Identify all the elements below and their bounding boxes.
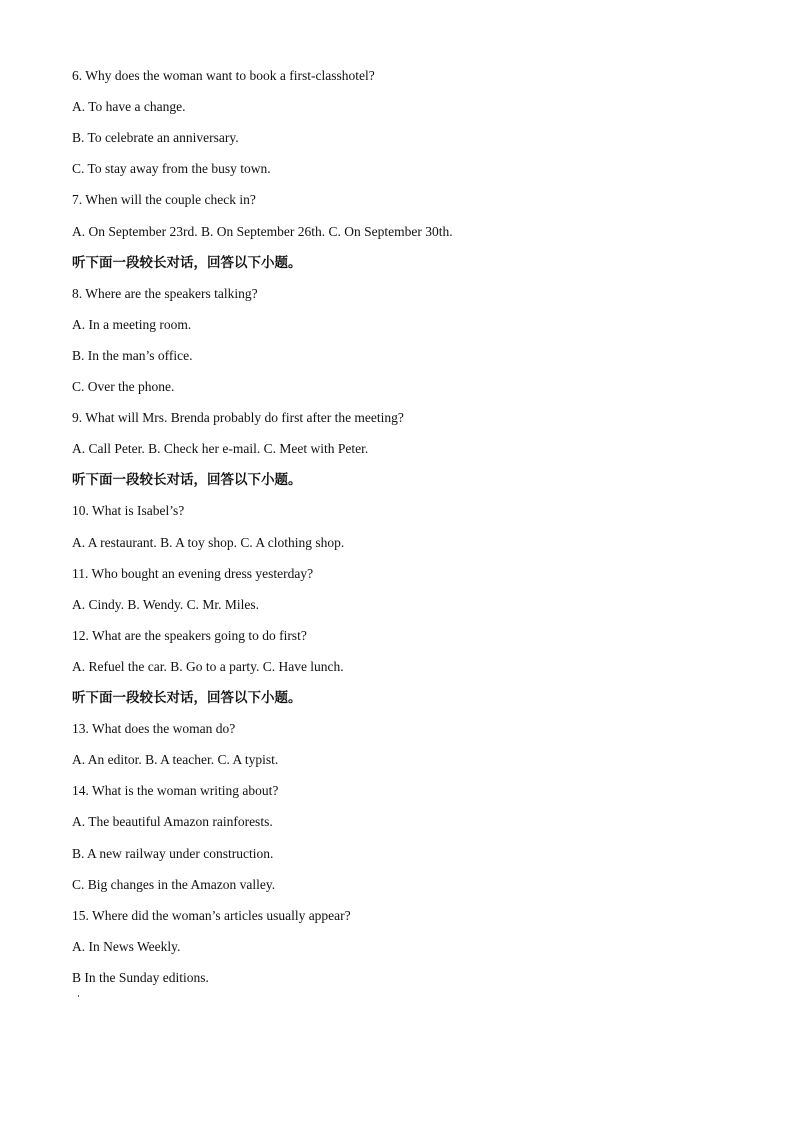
answer-option: A. The beautiful Amazon rainforests. [72, 814, 273, 829]
answer-option: A. To have a change. [72, 99, 186, 114]
question-text: 8. Where are the speakers talking? [72, 286, 258, 301]
answer-option: B In the Sunday editions. [72, 970, 209, 985]
question-text: 13. What does the woman do? [72, 721, 236, 736]
answer-option: A. In a meeting room. [72, 317, 192, 332]
answer-option: A. Call Peter. B. Check her e-mail. C. Meet with Peter. [72, 441, 369, 456]
stray-mark [78, 995, 79, 997]
answer-option: B. To celebrate an anniversary. [72, 130, 239, 145]
answer-option: A. An editor. B. A teacher. C. A typist. [72, 752, 279, 767]
question-text: 9. What will Mrs. Brenda probably do first after the meeting? [72, 410, 404, 425]
question-text: 12. What are the speakers going to do first? [72, 628, 307, 643]
answer-option: A. In News Weekly. [72, 939, 181, 954]
answer-option: A. On September 23rd. B. On September 26th. C. On September 30th. [72, 224, 453, 239]
question-text: 10. What is Isabel’s? [72, 503, 185, 518]
answer-option: B. In the man’s office. [72, 348, 193, 363]
answer-option: A. Refuel the car. B. Go to a party. C. Have lunch. [72, 659, 344, 674]
answer-option: B. A new railway under construction. [72, 846, 274, 861]
question-text: 7. When will the couple check in? [72, 192, 256, 207]
answer-option: C. To stay away from the busy town. [72, 161, 271, 176]
section-heading: 听下面一段较长对话，回答以下小题。 [72, 472, 302, 488]
answer-option: A. Cindy. B. Wendy. C. Mr. Miles. [72, 597, 260, 612]
section-heading: 听下面一段较长对话，回答以下小题。 [72, 255, 302, 271]
question-text: 15. Where did the woman’s articles usually appear? [72, 908, 351, 923]
answer-option: C. Big changes in the Amazon valley. [72, 877, 276, 892]
question-text: 11. Who bought an evening dress yesterday? [72, 566, 314, 581]
section-heading: 听下面一段较长对话，回答以下小题。 [72, 690, 302, 706]
answer-option: C. Over the phone. [72, 379, 175, 394]
question-text: 6. Why does the woman want to book a first-classhotel? [72, 68, 375, 83]
question-text: 14. What is the woman writing about? [72, 783, 279, 798]
answer-option: A. A restaurant. B. A toy shop. C. A clothing shop. [72, 535, 345, 550]
